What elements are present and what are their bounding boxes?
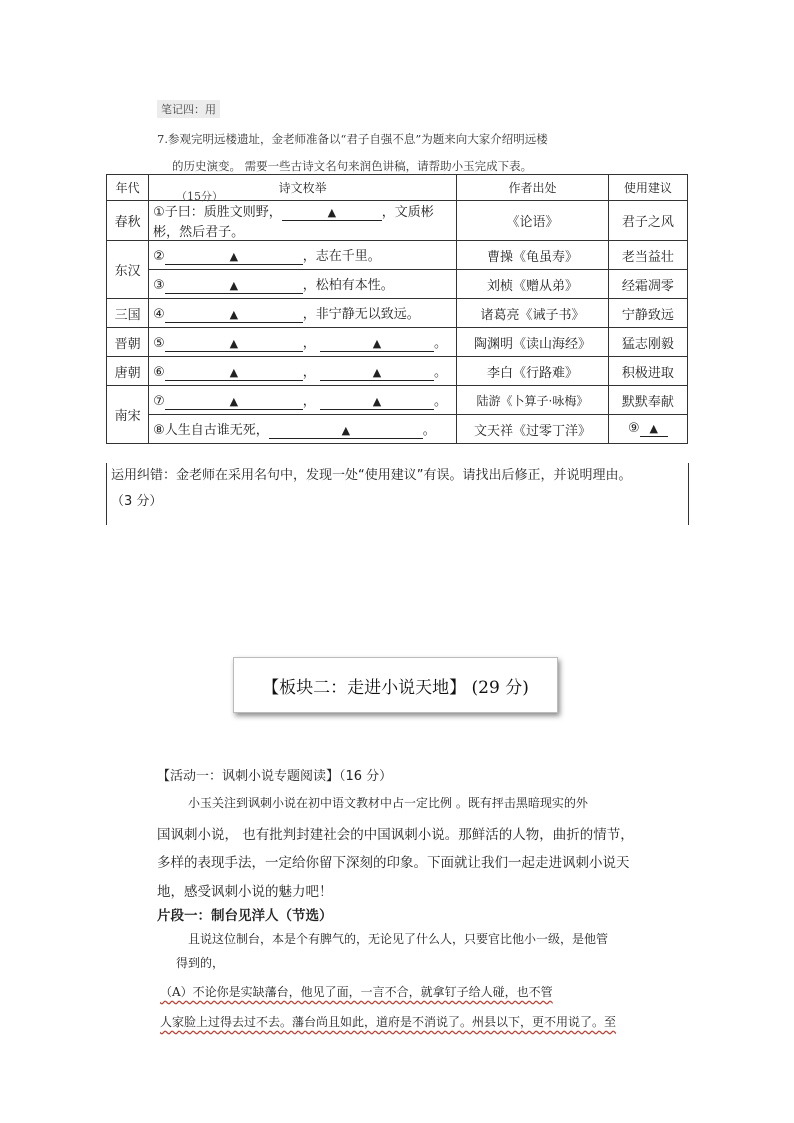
suggestion-cell: 君子之风 — [608, 201, 687, 241]
header-author: 作者出处 — [457, 175, 609, 201]
table-row — [107, 270, 688, 299]
triangle-icon: ▲ — [229, 250, 239, 263]
note-tag: 笔记四：用 — [157, 100, 220, 118]
poem-text: ⑦ — [153, 394, 165, 409]
poem-text: ⑧人生自古谁无死， — [153, 423, 269, 438]
poem-text: ，志在千里。 — [302, 249, 381, 264]
suggestion-cell — [608, 415, 687, 444]
poem-cell — [149, 328, 457, 357]
triangle-icon: ▲ — [229, 366, 239, 379]
poem-cell — [149, 386, 457, 415]
poem-text: ⑥ — [153, 365, 165, 380]
answer-blank[interactable] — [320, 366, 434, 381]
question-score: （15分） — [176, 190, 223, 203]
poem-text: ⑤ — [153, 336, 165, 351]
answer-blank[interactable] — [165, 395, 303, 410]
answer-blank[interactable] — [320, 337, 434, 352]
poem-text: ， — [302, 365, 316, 380]
poem-text: ，非宁静无以致远。 — [302, 307, 420, 322]
author-cell: 文天祥《过零丁洋》 — [457, 415, 609, 444]
answer-blank[interactable] — [282, 206, 382, 221]
suggestion-cell: 宁静致远 — [608, 299, 687, 328]
correction-score: （3 分） — [111, 494, 163, 509]
question-7-line2: 的历史演变。 需要一些古诗文名句来润色讲稿，请帮助小玉完成下表。 — [172, 159, 533, 173]
table-row — [107, 328, 688, 357]
poem-cell — [149, 270, 457, 299]
table-border-line — [688, 463, 689, 525]
activity-title: 【活动一：讽刺小说专题阅读】（16 分） — [157, 769, 393, 784]
triangle-icon: ▲ — [649, 422, 658, 435]
triangle-icon: ▲ — [229, 395, 239, 408]
suggestion-cell: 默默奉献 — [608, 386, 687, 415]
section-banner: 【板块二：走进小说天地】 (29 分) — [233, 657, 558, 713]
story-line-underlined: （A）不论你是实缺藩台，他见了面，一言不合，就拿钉子给人碰，也不管 — [160, 985, 553, 999]
poem-cell — [149, 299, 457, 328]
triangle-icon: ▲ — [229, 279, 239, 292]
paragraph-line: 多样的表现手法，一定给你留下深刻的印象。下面就让我们一起走进讽刺小说天 — [157, 855, 630, 871]
poem-text: 。 — [433, 365, 447, 380]
era-cell: 南宋 — [107, 386, 149, 444]
era-cell: 三国 — [107, 299, 149, 328]
era-cell: 春秋 — [107, 201, 149, 241]
author-cell: 刘桢《赠从弟》 — [457, 270, 609, 299]
answer-blank[interactable] — [269, 424, 423, 439]
poem-table — [106, 174, 688, 444]
poem-text: ④ — [153, 307, 165, 322]
header-poem: 诗文枚举 — [149, 175, 457, 201]
question-7-line1: 7.参观完明远楼遗址，金老师准备以“君子自强不息”为题来向大家介绍明远楼 — [157, 132, 548, 146]
table-row — [107, 415, 688, 444]
header-era: 年代 — [107, 175, 149, 201]
author-cell: 《论语》 — [457, 201, 609, 241]
author-cell: 诸葛亮《诫子书》 — [457, 299, 609, 328]
author-cell: 陆游《卜算子·咏梅》 — [457, 386, 609, 415]
era-cell: 唐朝 — [107, 357, 149, 386]
paragraph-line: 小玉关注到讽刺小说在初中语文教材中占一定比例 。既有抨击黑暗现实的外 — [188, 796, 588, 810]
suggestion-cell: 积极进取 — [608, 357, 687, 386]
poem-text: ①子曰：质胜文则野， — [153, 205, 282, 220]
poem-cell — [149, 201, 457, 241]
table-row — [107, 299, 688, 328]
poem-text: 。 — [422, 423, 436, 438]
triangle-icon: ▲ — [229, 308, 239, 321]
poem-cell — [149, 357, 457, 386]
poem-text: 。 — [433, 394, 447, 409]
poem-cell — [149, 415, 457, 444]
suggestion-cell: 猛志刚毅 — [608, 328, 687, 357]
answer-blank[interactable] — [320, 395, 434, 410]
fragment-title: 片段一：制台见洋人（节选） — [157, 908, 333, 924]
suggestion-number: ⑨ — [628, 421, 640, 436]
suggestion-cell: 老当益壮 — [608, 241, 687, 270]
poem-text: ，文质彬 — [381, 205, 434, 220]
poem-text: ， — [302, 394, 316, 409]
suggestion-cell: 经霜凋零 — [608, 270, 687, 299]
era-cell: 晋朝 — [107, 328, 149, 357]
author-cell: 曹操《龟虽寿》 — [457, 241, 609, 270]
triangle-icon: ▲ — [229, 337, 239, 350]
paragraph-line: 国讽刺小说， 也有批判封建社会的中国讽刺小说。那鲜活的人物，曲折的情节， — [157, 827, 634, 843]
triangle-icon: ▲ — [372, 395, 382, 408]
story-line: 得到的， — [176, 956, 225, 970]
table-row — [107, 201, 688, 241]
answer-blank[interactable] — [165, 308, 303, 323]
answer-blank[interactable] — [165, 250, 303, 265]
poem-text: 。 — [433, 336, 447, 351]
poem-cell — [149, 241, 457, 270]
table-row — [107, 241, 688, 270]
poem-text: ② — [153, 249, 165, 264]
poem-text: 彬，然后君子。 — [153, 225, 245, 240]
correction-box — [106, 463, 688, 525]
triangle-icon: ▲ — [372, 337, 382, 350]
table-row — [107, 386, 688, 415]
answer-blank[interactable] — [640, 422, 668, 437]
header-suggestion: 使用建议 — [608, 175, 687, 201]
story-line-underlined: 人家脸上过得去过不去。藩台尚且如此，道府是不消说了。州县以下，更不用说了。至 — [160, 1015, 617, 1029]
poem-text: ， — [302, 336, 316, 351]
author-cell: 陶渊明《读山海经》 — [457, 328, 609, 357]
correction-text: 运用纠错：金老师在采用名句中，发现一处“使用建议”有误。请找出后修正，并说明理由。 — [111, 468, 632, 483]
table-row — [107, 357, 688, 386]
triangle-icon: ▲ — [372, 366, 382, 379]
poem-text: ③ — [153, 278, 165, 293]
answer-blank[interactable] — [165, 279, 303, 294]
paragraph-line: 地，感受讽刺小说的魅力吧！ — [157, 884, 333, 900]
answer-blank[interactable] — [165, 366, 303, 381]
triangle-icon: ▲ — [327, 206, 337, 219]
answer-blank[interactable] — [165, 337, 303, 352]
author-cell: 李白《行路难》 — [457, 357, 609, 386]
triangle-icon: ▲ — [341, 424, 351, 437]
era-cell: 东汉 — [107, 241, 149, 299]
poem-text: ，松柏有本性。 — [302, 278, 394, 293]
story-line: 且说这位制台，本是个有脾气的，无论见了什么人，只要官比他小一级，是他管 — [188, 932, 609, 946]
